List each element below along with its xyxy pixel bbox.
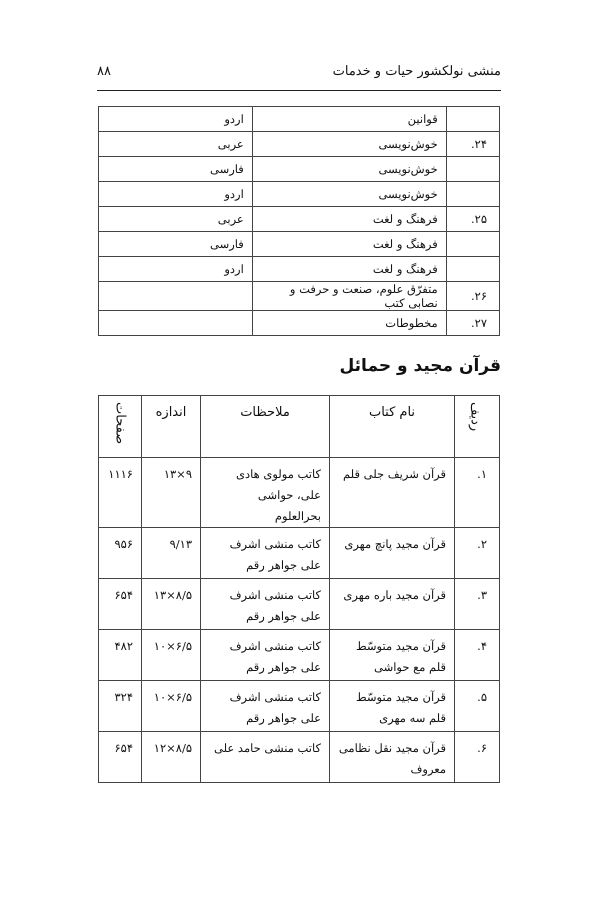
language-cell bbox=[99, 282, 253, 311]
row-number bbox=[446, 182, 499, 207]
subject-cell: متفرّق علوم، صنعت و حرفت و نصابی کتب bbox=[252, 282, 446, 311]
table-row bbox=[99, 182, 500, 207]
header-pages: صفحات bbox=[99, 396, 142, 458]
language-cell: عربی bbox=[99, 132, 253, 157]
language-cell bbox=[99, 311, 253, 336]
book-name-cell: قرآن مجید متوسّط قلم مع حواشی bbox=[330, 630, 455, 681]
size-cell: ۶/۵×۱۰ bbox=[142, 630, 201, 681]
pages-cell: ۶۵۴ bbox=[99, 579, 142, 630]
table-row bbox=[99, 732, 500, 783]
row-number: ۴. bbox=[455, 630, 500, 681]
pages-cell: ۹۵۶ bbox=[99, 528, 142, 579]
row-number bbox=[446, 257, 499, 282]
table-row bbox=[99, 630, 500, 681]
row-number: ۶. bbox=[455, 732, 500, 783]
remarks-cell: کاتب منشی حامد علی bbox=[201, 732, 330, 783]
table-row bbox=[99, 311, 500, 336]
header-remarks: ملاحظات bbox=[201, 396, 330, 458]
remarks-cell: کاتب منشی اشرف علی جواهر رقم bbox=[201, 579, 330, 630]
table-row bbox=[99, 681, 500, 732]
row-number: ۲۷. bbox=[446, 311, 499, 336]
subject-cell: قوانین bbox=[252, 107, 446, 132]
header-rule bbox=[97, 90, 501, 91]
quran-editions-table bbox=[98, 395, 500, 783]
size-cell: ۸/۵×۱۲ bbox=[142, 732, 201, 783]
book-name-cell: قرآن شریف جلی قلم bbox=[330, 458, 455, 528]
subject-cell: خوش‌نویسی bbox=[252, 132, 446, 157]
row-number: ۲۴. bbox=[446, 132, 499, 157]
book-name-cell: قرآن مجید پانچ مهری bbox=[330, 528, 455, 579]
language-cell: عربی bbox=[99, 207, 253, 232]
subjects-table bbox=[98, 106, 500, 336]
running-header bbox=[97, 64, 501, 86]
row-number: ۵. bbox=[455, 681, 500, 732]
table-row bbox=[99, 132, 500, 157]
remarks-cell: کاتب مولوی هادی علی، حواشی بحرالعلوم bbox=[201, 458, 330, 528]
remarks-cell: کاتب منشی اشرف علی جواهر رقم bbox=[201, 681, 330, 732]
subject-cell: فرهنگ و لغت bbox=[252, 257, 446, 282]
table-header-row bbox=[99, 396, 500, 458]
row-number: ۲. bbox=[455, 528, 500, 579]
subject-cell: فرهنگ و لغت bbox=[252, 207, 446, 232]
pages-cell: ۳۲۴ bbox=[99, 681, 142, 732]
subject-cell: خوش‌نویسی bbox=[252, 157, 446, 182]
row-number: ۲۵. bbox=[446, 207, 499, 232]
language-cell: فارسی bbox=[99, 157, 253, 182]
table-row bbox=[99, 579, 500, 630]
pages-cell: ۶۵۴ bbox=[99, 732, 142, 783]
size-cell: ۹×۱۳ bbox=[142, 458, 201, 528]
table-row bbox=[99, 257, 500, 282]
table-row bbox=[99, 282, 500, 311]
row-number bbox=[446, 232, 499, 257]
header-row-no: ردیف bbox=[455, 396, 500, 458]
page-number: ۸۸ bbox=[97, 64, 111, 79]
size-cell: ۶/۵×۱۰ bbox=[142, 681, 201, 732]
language-cell: اردو bbox=[99, 182, 253, 207]
subject-cell: خوش‌نویسی bbox=[252, 182, 446, 207]
pages-cell: ۱۱۱۶ bbox=[99, 458, 142, 528]
size-cell: ۸/۵×۱۳ bbox=[142, 579, 201, 630]
language-cell: اردو bbox=[99, 257, 253, 282]
subject-cell: مخطوطات bbox=[252, 311, 446, 336]
table-row bbox=[99, 528, 500, 579]
book-name-cell: قرآن مجید متوسّط قلم سه مهری bbox=[330, 681, 455, 732]
remarks-cell: کاتب منشی اشرف علی جواهر رقم bbox=[201, 630, 330, 681]
book-name-cell: قرآن مجید نقل نظامی معروف bbox=[330, 732, 455, 783]
language-cell: اردو bbox=[99, 107, 253, 132]
table-row bbox=[99, 458, 500, 528]
header-book-name: نام کتاب bbox=[330, 396, 455, 458]
row-number: ۱. bbox=[455, 458, 500, 528]
remarks-cell: کاتب منشی اشرف علی جواهر رقم bbox=[201, 528, 330, 579]
section-title: قرآن مجید و حمائل bbox=[339, 356, 501, 376]
header-title: منشی نولکشور حیات و خدمات bbox=[332, 64, 501, 79]
language-cell: فارسی bbox=[99, 232, 253, 257]
header-size: اندازه bbox=[142, 396, 201, 458]
row-number bbox=[446, 157, 499, 182]
table-row bbox=[99, 232, 500, 257]
table-row bbox=[99, 157, 500, 182]
table-row bbox=[99, 207, 500, 232]
table-row bbox=[99, 107, 500, 132]
subject-cell: فرهنگ و لغت bbox=[252, 232, 446, 257]
row-number: ۳. bbox=[455, 579, 500, 630]
size-cell: ۹/۱۳ bbox=[142, 528, 201, 579]
pages-cell: ۴۸۲ bbox=[99, 630, 142, 681]
row-number: ۲۶. bbox=[446, 282, 499, 311]
row-number bbox=[446, 107, 499, 132]
book-name-cell: قرآن مجید باره مهری bbox=[330, 579, 455, 630]
